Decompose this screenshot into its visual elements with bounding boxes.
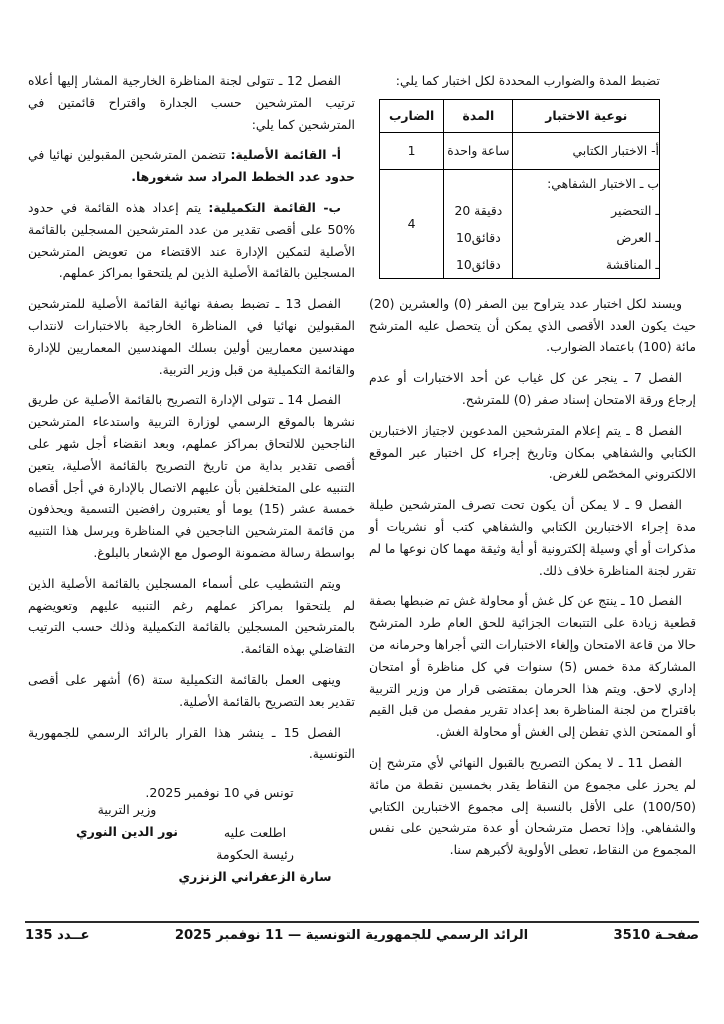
- minister-name: نور الدين النوري: [76, 824, 178, 839]
- oral-duration-line: 10دقائق: [455, 229, 501, 245]
- oral-type-line: ـ العرض: [616, 229, 659, 245]
- paragraph-article-10: الفصل 10 ـ ينتج عن كل غش أو محاولة غش تم ضبطها بصفة قطعية زيادة على التتبعات الجزائية للحق العام طرد المترشح حالا من قاعة الامتحان وإلغاء الاختبارات التي أجراها وحرمانه من المشاركة مدة خمس (5) سنوات في كل مناظرة أو امتحان إداري لاحق. ويتم هذا الحرمان بمقتضى قرار من وزير التربية باقتراح من لجنة المناظرة بعد إعداد تقرير مفصل من قبل القيم أو الممتحن الذي تفطن إلى الغش أو محاولة الغش.: [369, 593, 696, 740]
- paragraph-scoring: ويسند لكل اختبار عدد يتراوح بين الصفر (0) والعشرين (20) حيث يكون العدد الأقصى الذي يمكن أن يتحصل عليه المترشح مائة (100) باعتماد الضوارب.: [369, 295, 696, 355]
- pm-title: رئيسة الحكومة: [216, 847, 294, 862]
- paragraph-article-13: الفصل 13 ـ تضبط بصفة نهائية القائمة الأصلية للمترشحين المقبولين نهائيا في المناظرة الخارجية بالاختبارات لانتداب مهندسين معماريين أولين بسلك المهندسين المعماريين للإدارة والقائمة التكميلية من قبل وزير التربية.: [28, 296, 355, 377]
- table-row-oral-exam: [380, 169, 660, 278]
- paragraph-article-12: الفصل 12 ـ تتولى لجنة المناظرة الخارجية المشار إليها أعلاه ترتيب المترشحين حسب الجدارة واقتراح قائمتين في المترشحين كما يلي:: [28, 73, 355, 132]
- paragraph-article-11: الفصل 11 ـ لا يمكن التصريح بالقبول النهائي لأي مترشح إن لم يحرز على مجموع من النقاط يقدر بخمسين نقطة من مائة (100/50) على الأقل بالنسبة إلى مجموع الاختبارين الكتابي والشفاهي. وإذا تحصل مترشحان أو عدة مترشحين على نفس المجموع من النقاط، تعطى الأولوية لأكبرهم سنا.: [369, 754, 696, 858]
- cell-written-coefficient: 1: [380, 132, 444, 169]
- minister-title: وزير التربية: [97, 802, 157, 817]
- cell-oral-coefficient: 4: [380, 169, 444, 278]
- page-footer: [25, 928, 699, 943]
- table-row-written-exam: [380, 132, 660, 169]
- col-header-duration: المدة: [444, 99, 513, 132]
- date-line: تونس في 10 نوفمبر 2025.: [145, 785, 294, 800]
- oral-duration-line: 10دقائق: [455, 256, 501, 272]
- oral-type-line: ب ـ الاختبار الشفاهي:: [547, 175, 659, 191]
- list-a-text: تتضمن المترشحين المقبولين نهائيا في: [28, 147, 231, 163]
- seen-label: اطلعت عليه: [223, 825, 287, 840]
- exam-table: [379, 99, 660, 279]
- intro-line: تضبط المدة والضوارب المحددة لكل اختبار كما يلي:: [395, 73, 660, 88]
- paragraph-removal: ويتم التشطيب على أسماء المسجلين بالقائمة الأصلية الذين لم يلتحقوا بمراكز عملهم رغم التنبيه عليهم وتعويضهم بالمترشحين المسجلين بالقائمة التكميلية وذلك حسب الترتيب التفاضلي بهذه القائمة.: [28, 575, 355, 657]
- footer-page-number: صفحـة 3510: [613, 928, 699, 943]
- footer-issue-number: عــدد 135: [25, 928, 90, 943]
- col-header-exam-type: نوعية الاختبار: [513, 99, 660, 132]
- list-b-label: ب- القائمة التكميلية:: [208, 199, 342, 215]
- text-columns: [28, 70, 696, 916]
- cell-written-type: أ- الاختبار الكتابي: [513, 132, 660, 169]
- col-header-coefficient: الضارب: [380, 99, 444, 132]
- pm-signature: [166, 825, 344, 891]
- paragraph-article-14: الفصل 14 ـ تتولى الإدارة التصريح بالقائمة الأصلية عن طريق نشرها بالموقع الرسمي لوزارة التربية واستدعاء المترشحين الناجحين للالتحاق بمراكز عملهم، وبعد انقضاء أجل شهر على أقصى تقدير بداية من تاريخ التصريح بالقائمة الأصلية، يتعين التنبيه على المتخلفين بأن عليهم الاتصال بالإدارة في أجل أقصاه خمسة عشر (15) يوما أو يعتبرون رافضين التسمية ويحذفون من قائمة المترشحين الناجحين في المناظرة ويرسل هذا التنبيه بواسطة رسالة مضمونة الوصول مع الإشعار بالبلوغ.: [28, 392, 356, 560]
- paragraph-list-a: [28, 144, 355, 188]
- pm-name: سارة الزعفراني الزنزري: [178, 869, 332, 884]
- paragraph-expiry: وينهى العمل بالقائمة التكميلية ستة (6) أشهر على أقصى تقدير بعد التصريح بالقائمة الأصلية.: [28, 671, 355, 709]
- left-column: [28, 70, 355, 916]
- paragraph-article-8: الفصل 8 ـ يتم إعلام المترشحين المدعوين لاجتياز الاختبارين الكتابي والشفاهي بمكان وتاريخ إجراء كل اختبار عبر الموقع الالكتروني المخصّص للغرض.: [369, 422, 696, 482]
- list-b-text: يتم إعداد هذه القائمة في حدود %50 على أقصى تقدير من عدد المترشحين المسجلين بالقائمة الأصلية لتمكين الإدارة عند الاقتضاء من تعويض المترشحين المسجلين بالقائمة الأصلية الذين لم يلتحقوا بمراكز عملهم.: [28, 199, 355, 281]
- paragraph-article-9: الفصل 9 ـ لا يمكن أن يكون تحت تصرف المترشحين طيلة مدة إجراء الاختبارين الكتابي والشفاهي كتب أو نشريات أو مذكرات أو أي وسيلة إلكترونية أو أية وثيقة مهما كان نوعها ما لم تقرر لجنة المناظرة خلاف ذلك.: [369, 497, 696, 578]
- list-a-bold-tail: حدود عدد الخطط المراد سد شغورها.: [131, 169, 355, 185]
- oral-duration-line: [444, 170, 512, 197]
- oral-type-line: ـ المناقشة: [605, 256, 659, 272]
- table-header-row: [380, 99, 660, 132]
- cell-oral-type: [513, 169, 660, 278]
- oral-duration-line: 20 دقيقة: [454, 202, 503, 218]
- list-a-label: أ- القائمة الأصلية:: [230, 147, 341, 163]
- signature-block: [28, 802, 355, 906]
- paragraph-list-b: [28, 197, 355, 284]
- oral-type-line: ـ التحضير: [611, 202, 659, 218]
- footer-divider: [25, 921, 699, 923]
- paragraph-article-7: الفصل 7 ـ ينجر عن كل غياب عن أحد الاختبارات أو عدم إرجاع ورقة الامتحان إسناد صفر (0) للمترشح.: [369, 370, 696, 407]
- cell-oral-duration: [444, 169, 513, 278]
- right-column: [369, 70, 696, 916]
- footer-journal-title: الرائد الرسمي للجمهورية التونسية — 11 نوفمبر 2025: [174, 928, 529, 943]
- paragraph-article-15: الفصل 15 ـ ينشر هذا القرار بالرائد الرسمي للجمهورية التونسية.: [28, 724, 355, 762]
- cell-written-duration: ساعة واحدة: [444, 132, 513, 169]
